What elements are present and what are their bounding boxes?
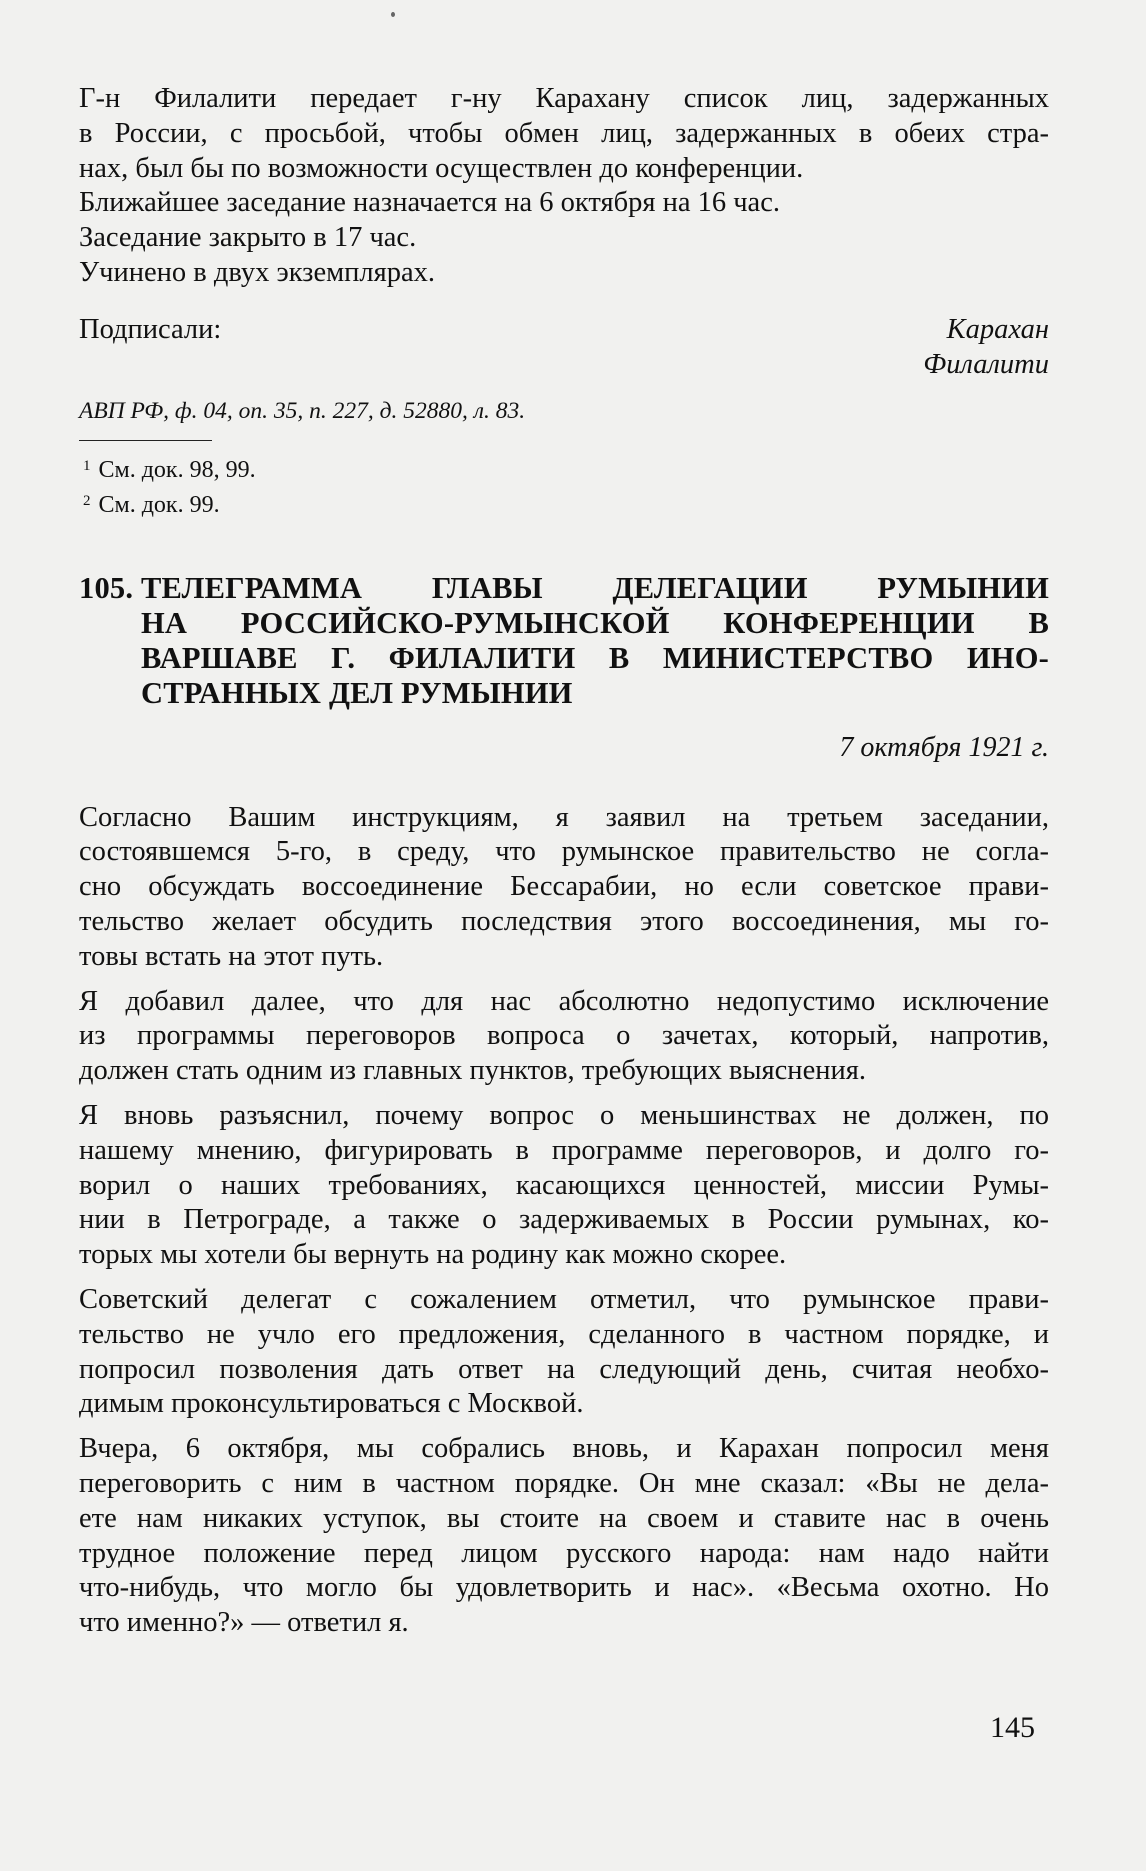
footnote-text: См. док. 99. <box>98 492 220 519</box>
text-line: из программы переговоров вопроса о зачетах, который, напротив, <box>79 1020 1049 1052</box>
signatory-filaliti: Филалити <box>923 348 1049 380</box>
text-line: переговорить с ним в частном порядке. Он мне сказал: «Вы не дела- <box>79 1467 1049 1499</box>
signatory-karakhan: Карахан <box>946 313 1049 345</box>
text-line: ворил о наших требованиях, касающихся ценностей, миссии Румы- <box>79 1169 1049 1201</box>
page-content <box>79 82 1049 1651</box>
title-line: НА РОССИЙСКО-РУМЫНСКОЙ КОНФЕРЕНЦИИ В <box>141 606 1049 641</box>
closing-lines <box>79 186 1049 290</box>
text-line: Учинено в двух экземплярах. <box>79 256 435 288</box>
top-paragraph <box>79 82 1049 186</box>
text-line: состоявшемся 5-го, в среду, что румынское правительство не согла- <box>79 836 1049 868</box>
title-line: ТЕЛЕГРАММА ГЛАВЫ ДЕЛЕГАЦИИ РУМЫНИИ <box>141 571 1049 606</box>
text-line: товы встать на этот путь. <box>79 940 384 972</box>
footnotes <box>79 451 1049 521</box>
text-line: Я добавил далее, что для нас абсолютно недопустимо исключение <box>79 985 1049 1017</box>
document-title <box>141 571 1049 710</box>
footnote <box>83 451 1049 486</box>
text-line: Вчера, 6 октября, мы собрались вновь, и Карахан попросил меня <box>79 1433 1049 1465</box>
text-line: димым проконсультироваться с Москвой. <box>79 1388 584 1420</box>
document-number: 105. <box>79 571 134 606</box>
text-line: сно обсуждать воссоединение Бессарабии, но если советское прави- <box>79 871 1049 903</box>
text-line: Советский делегат с сожалением отметил, что румынское прави- <box>79 1283 1049 1315</box>
footnote-mark: 1 <box>83 458 91 475</box>
text-line: попросил позволения дать ответ на следующий день, считая необхо- <box>79 1353 1049 1385</box>
text-line: должен стать одним из главных пунктов, требующих выяснения. <box>79 1055 866 1087</box>
document-body <box>79 801 1049 1641</box>
body-paragraph <box>79 985 1049 1089</box>
body-paragraph <box>79 801 1049 975</box>
text-line: торых мы хотели бы вернуть на родину как можно скорее. <box>79 1239 787 1271</box>
text-line: Ближайшее заседание назначается на 6 октября на 16 час. <box>79 187 780 219</box>
text-line: нах, был бы по возможности осуществлен до конференции. <box>79 152 804 184</box>
text-line: нии в Петрограде, а также о задерживаемых в России румынах, ко- <box>79 1204 1049 1236</box>
archive-reference: АВП РФ, ф. 04, оп. 35, п. 227, д. 52880, л. 83. <box>79 398 526 425</box>
signed-label: Подписали: <box>79 313 222 345</box>
text-line: в России, с просьбой, чтобы обмен лиц, задержанных в обеих стра- <box>79 117 1049 149</box>
text-line: Согласно Вашим инструкциям, я заявил на третьем заседании, <box>79 801 1049 833</box>
print-speck <box>391 12 395 17</box>
text-line: Я вновь разъяснил, почему вопрос о меньшинствах не должен, по <box>79 1099 1049 1131</box>
title-line: СТРАННЫХ ДЕЛ РУМЫНИИ <box>141 675 573 710</box>
body-paragraph <box>79 1099 1049 1273</box>
text-line: нашему мнению, фигурировать в программе переговоров, и долго го- <box>79 1134 1049 1166</box>
text-line: трудное положение перед лицом русского народа: нам надо найти <box>79 1537 1049 1569</box>
footnote <box>83 486 1049 521</box>
text-line: Заседание закрыто в 17 час. <box>79 222 417 254</box>
signatures-row <box>79 313 1049 348</box>
text-line: что-нибудь, что могло бы удовлетворить и нас». «Весьма охотно. Но <box>79 1572 1049 1604</box>
body-paragraph <box>79 1283 1049 1422</box>
title-line: ВАРШАВЕ Г. ФИЛАЛИТИ В МИНИСТЕРСТВО ИНО- <box>141 640 1049 675</box>
text-line: что именно?» — ответил я. <box>79 1607 409 1639</box>
footnote-text: См. док. 98, 99. <box>98 457 256 484</box>
footnote-rule <box>79 440 212 441</box>
footnote-mark: 2 <box>83 493 91 510</box>
text-line: тельство не учло его предложения, сделанного в частном порядке, и <box>79 1318 1049 1350</box>
text-line: Г-н Филалити передает г-ну Карахану список лиц, задержанных <box>79 83 1049 114</box>
document-heading <box>79 571 1049 710</box>
document-date: 7 октября 1921 г. <box>839 731 1049 763</box>
text-line: ете нам никаких уступок, вы стоите на своем и ставите нас в очень <box>79 1502 1049 1534</box>
body-paragraph <box>79 1432 1049 1641</box>
text-line: тельство желает обсудить последствия этого воссоединения, мы го- <box>79 905 1049 937</box>
page-number: 145 <box>990 1711 1035 1744</box>
